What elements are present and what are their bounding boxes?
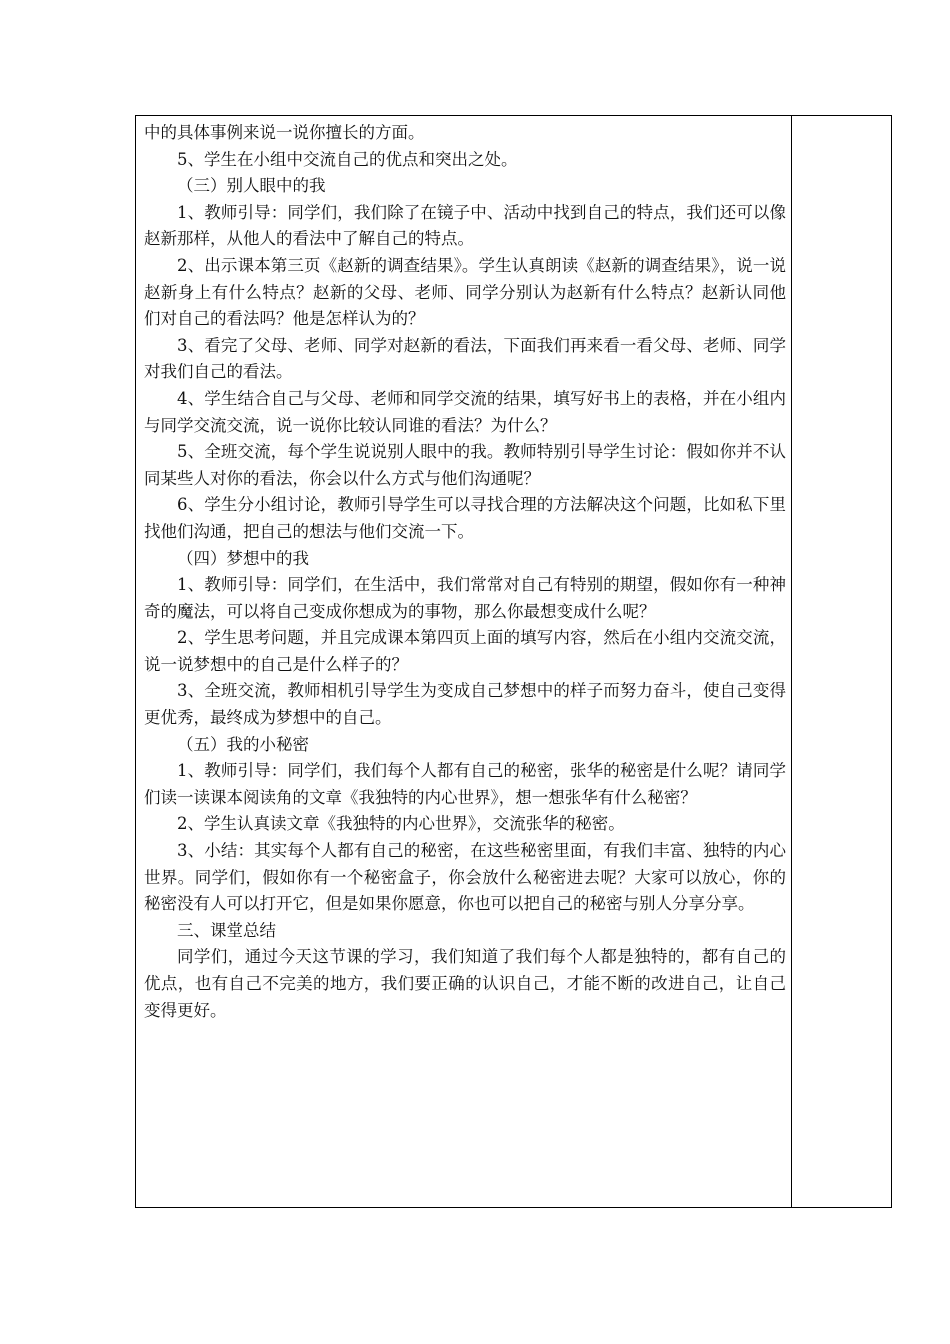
paragraph: 1、教师引导：同学们，在生活中，我们常常对自己有特别的期望，假如你有一种神奇的魔法，可以将自己变成你想成为的事物，那么你最想变成什么呢？: [144, 575, 786, 621]
section-heading: 三、课堂总结: [177, 920, 276, 940]
paragraph: 5、学生在小组中交流自己的优点和突出之处。: [177, 149, 518, 169]
paragraph: 1、教师引导：同学们，我们每个人都有自己的秘密，张华的秘密是什么呢？请同学们读一读课本阅读角的文章《我独特的内心世界》，想一想张华有什么秘密？: [144, 761, 786, 807]
lesson-plan-table: [135, 115, 892, 1208]
paragraph: 中的具体事例来说一说你擅长的方面。: [144, 123, 425, 142]
paragraph: 2、学生思考问题，并且完成课本第四页上面的填写内容，然后在小组内交流交流，说一说梦想中的自己是什么样子的？: [144, 628, 786, 674]
section-heading: （三）别人眼中的我: [177, 176, 326, 196]
notes-cell: [792, 116, 891, 1207]
paragraph: 3、看完了父母、老师、同学对赵新的看法，下面我们再来看一看父母、老师、同学对我们自己的看法。: [144, 335, 786, 382]
paragraph: 4、学生结合自己与父母、老师和同学交流的结果，填写好书上的表格，并在小组内与同学交流交流，说一说你比较认同谁的看法？为什么？: [144, 388, 786, 435]
section-heading: （四）梦想中的我: [177, 548, 309, 568]
section-heading: （五）我的小秘密: [177, 734, 309, 754]
paragraph: 3、全班交流，教师相机引导学生为变成自己梦想中的样子而努力奋斗，使自己变得更优秀，最终成为梦想中的自己。: [144, 681, 786, 728]
paragraph: 6、学生分小组讨论，教师引导学生可以寻找合理的方法解决这个问题，比如私下里找他们沟通，把自己的想法与他们交流一下。: [144, 495, 786, 541]
paragraph: 1、教师引导：同学们，我们除了在镜子中、活动中找到自己的特点，我们还可以像赵新那样，从他人的看法中了解自己的特点。: [144, 202, 786, 249]
paragraph: 3、小结：其实每个人都有自己的秘密，在这些秘密里面，有我们丰富、独特的内心世界。同学们，假如你有一个秘密盒子，你会放什么秘密进去呢？大家可以放心，你的秘密没有人可以打开它，但是如果你愿意，你也可以把自己的秘密与别人分享分享。: [144, 841, 786, 914]
lesson-content-cell: [144, 120, 786, 1024]
paragraph: 2、出示课本第三页《赵新的调查结果》。学生认真朗读《赵新的调查结果》，说一说赵新身上有什么特点？赵新的父母、老师、同学分别认为赵新有什么特点？赵新认同他们对自己的看法吗？他是怎样认为的？: [144, 255, 786, 329]
paragraph: 2、学生认真读文章《我独特的内心世界》，交流张华的秘密。: [177, 814, 625, 834]
paragraph: 同学们，通过今天这节课的学习，我们知道了我们每个人都是独特的，都有自己的优点，也有自己不完美的地方，我们要正确的认识自己，才能不断的改进自己，让自己变得更好。: [144, 947, 786, 1020]
paragraph: 5、全班交流，每个学生说说别人眼中的我。教师特别引导学生讨论：假如你并不认同某些人对你的看法，你会以什么方式与他们沟通呢？: [144, 442, 786, 488]
